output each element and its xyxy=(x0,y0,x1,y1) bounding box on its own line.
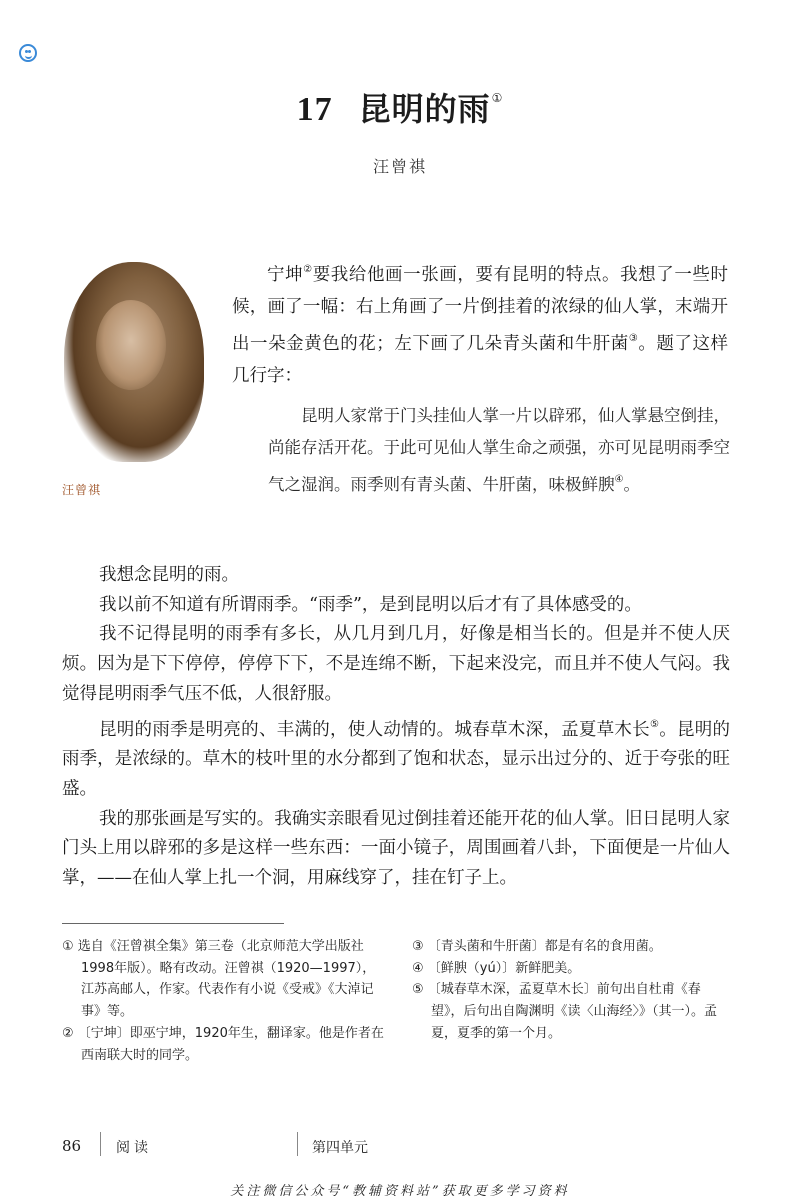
section-label: 阅读 xyxy=(116,1140,152,1156)
paragraph-3: 我不记得昆明的雨季有多长，从几月到几月，好像是相当长的。但是并不使人厌烦。因为是下下停停，停停下下，不是连绵不断，下起来没完，而且并不使人气闷。我觉得昆明雨季气压不低，人很舒服。 xyxy=(62,624,730,704)
intro-text-2: 要我给他画一张画，要有昆明的特点。我想了一些时候，画了一幅：右上角画了一片倒挂着的浓绿的仙人掌，末端开出一朵金黄色的花；左下画了几朵青头菌和牛肝菌 xyxy=(232,265,729,354)
author-name: 汪曾祺 xyxy=(372,157,427,176)
footnote-divider xyxy=(62,923,284,924)
intro-paragraph xyxy=(232,254,728,392)
footer-divider xyxy=(297,1132,298,1156)
smiley-icon xyxy=(19,44,37,62)
intro-text-1: 宁坤 xyxy=(267,265,304,285)
intro-text-3: 。题了这样几行字： xyxy=(232,334,729,386)
lesson-title xyxy=(0,84,800,130)
footnotes-right xyxy=(412,936,730,1045)
paragraph-4-text-a: 昆明的雨季是明亮的、丰满的，使人动情的。城春草木深，孟夏草木长 xyxy=(99,719,650,740)
author-portrait-face xyxy=(96,300,166,390)
title-footnote-ref: ① xyxy=(491,91,504,105)
footnote-3: ③ 〔青头菌和牛肝菌〕都是有名的食用菌。 xyxy=(412,939,662,954)
paragraph-4-text-b: 。昆明的雨季，是浓绿的。草木的枝叶里的水分都到了饱和状态，显示出过分的、近于夸张的旺盛。 xyxy=(62,719,731,799)
paragraph-1: 我想念昆明的雨。 xyxy=(99,565,239,585)
footnote-ref-2: ② xyxy=(303,264,313,275)
inscription-end: 。 xyxy=(623,475,640,494)
footnotes-left xyxy=(62,936,388,1066)
footer-divider xyxy=(100,1132,101,1156)
unit-label: 第四单元 xyxy=(312,1140,368,1156)
footnote-5: ⑤ 〔城春草木深，孟夏草木长〕前句出自杜甫《春望》，后句出自陶渊明《读〈山海经〉》（其一）。孟夏，夏季的第一个月。 xyxy=(412,982,718,1041)
footnote-1: ① 选自《汪曾祺全集》第三卷（北京师范大学出版社1998年版）。略有改动。汪曾祺（1920—1997），江苏高邮人，作家。代表作有小说《受戒》《大淖记事》等。 xyxy=(62,939,376,1020)
footnote-ref-5: ⑤ xyxy=(649,718,660,730)
footnote-ref-3: ③ xyxy=(628,333,639,344)
inscription-text: 昆明人家常于门头挂仙人掌一片以辟邪，仙人掌悬空倒挂，尚能存活开花。于此可见仙人掌生命之顽强，亦可见昆明雨季空气之湿润。雨季则有青头菌、牛肝菌，味极鲜腴 xyxy=(268,406,730,494)
footnote-4: ④ 〔鲜腴（yú）〕新鲜肥美。 xyxy=(412,960,581,976)
paragraph-2: 我以前不知道有所谓雨季。“雨季”，是到昆明以后才有了具体感受的。 xyxy=(99,594,642,615)
footnote-2: ② 〔宁坤〕即巫宁坤，1920年生，翻译家。他是作者在西南联大时的同学。 xyxy=(62,1025,384,1063)
title-text: 昆明的雨 xyxy=(358,90,491,128)
paragraph-4 xyxy=(62,710,730,805)
watermark-text: 关注微信公众号“教辅资料站”获取更多学习资料 xyxy=(230,1184,570,1199)
body-text xyxy=(62,561,730,894)
painting-inscription xyxy=(268,400,730,501)
portrait-caption: 汪曾祺 xyxy=(62,483,102,497)
page-number: 86 xyxy=(62,1137,82,1155)
lesson-number: 17 xyxy=(296,91,333,128)
footnote-ref-4: ④ xyxy=(614,474,624,485)
paragraph-5: 我的那张画是写实的。我确实亲眼看见过倒挂着还能开花的仙人掌。旧日昆明人家门头上用以辟邪的多是这样一些东西：一面小镜子，周围画着八卦，下面便是一片仙人掌，——在仙人掌上扎一个洞，用麻线穿了，挂在钉子上。 xyxy=(62,808,730,889)
